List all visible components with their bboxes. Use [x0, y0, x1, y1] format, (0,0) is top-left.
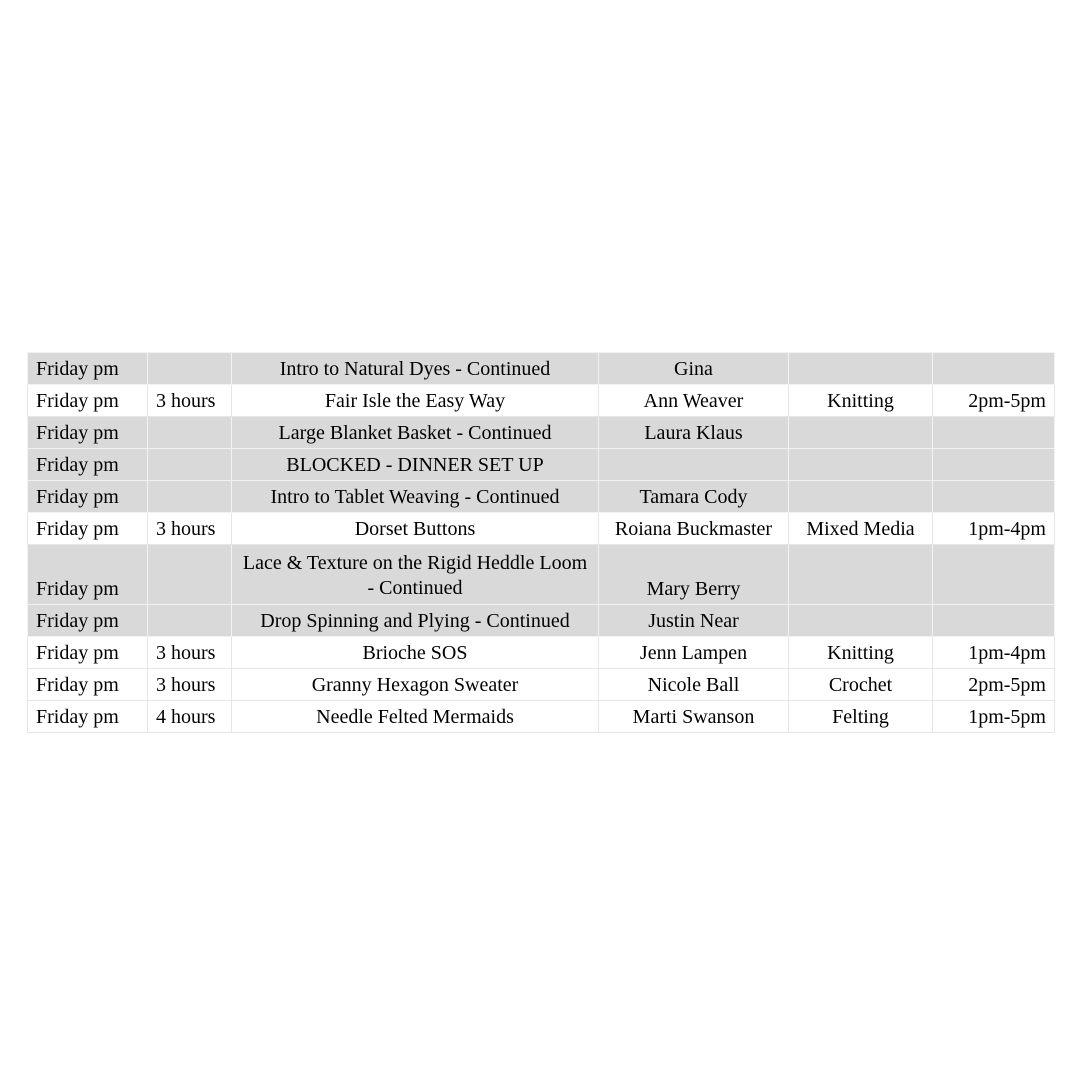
- class-cell: Large Blanket Basket - Continued: [232, 417, 599, 449]
- class-cell: Intro to Tablet Weaving - Continued: [232, 481, 599, 513]
- day-cell: Friday pm: [28, 481, 148, 513]
- category-cell: [789, 605, 933, 637]
- day-cell: Friday pm: [28, 385, 148, 417]
- category-cell: [789, 417, 933, 449]
- class-cell: Fair Isle the Easy Way: [232, 385, 599, 417]
- class-cell: Brioche SOS: [232, 637, 599, 669]
- table-row: [28, 605, 1055, 637]
- time-cell: 2pm-5pm: [933, 669, 1055, 701]
- category-cell: Mixed Media: [789, 513, 933, 545]
- table-row: [28, 385, 1055, 417]
- category-cell: [789, 545, 933, 605]
- time-cell: [933, 481, 1055, 513]
- table-row: [28, 353, 1055, 385]
- duration-cell: [148, 417, 232, 449]
- time-cell: [933, 417, 1055, 449]
- table-row: [28, 449, 1055, 481]
- category-cell: Crochet: [789, 669, 933, 701]
- table-row: [28, 637, 1055, 669]
- time-cell: 1pm-5pm: [933, 701, 1055, 733]
- time-cell: 2pm-5pm: [933, 385, 1055, 417]
- class-cell: Needle Felted Mermaids: [232, 701, 599, 733]
- teacher-cell: Mary Berry: [599, 545, 789, 605]
- time-cell: 1pm-4pm: [933, 513, 1055, 545]
- teacher-cell: Laura Klaus: [599, 417, 789, 449]
- category-cell: Knitting: [789, 637, 933, 669]
- table-row: [28, 417, 1055, 449]
- teacher-cell: Marti Swanson: [599, 701, 789, 733]
- day-cell: Friday pm: [28, 513, 148, 545]
- time-cell: [933, 545, 1055, 605]
- class-cell: BLOCKED - DINNER SET UP: [232, 449, 599, 481]
- duration-cell: 3 hours: [148, 637, 232, 669]
- duration-cell: 4 hours: [148, 701, 232, 733]
- day-cell: Friday pm: [28, 417, 148, 449]
- teacher-cell: Nicole Ball: [599, 669, 789, 701]
- time-cell: [933, 353, 1055, 385]
- teacher-cell: Tamara Cody: [599, 481, 789, 513]
- duration-cell: 3 hours: [148, 513, 232, 545]
- teacher-cell: Justin Near: [599, 605, 789, 637]
- table-row: [28, 669, 1055, 701]
- category-cell: [789, 449, 933, 481]
- class-cell: Intro to Natural Dyes - Continued: [232, 353, 599, 385]
- class-cell: Lace & Texture on the Rigid Heddle Loom - Continued: [232, 545, 599, 605]
- duration-cell: [148, 449, 232, 481]
- day-cell: Friday pm: [28, 449, 148, 481]
- teacher-cell: Jenn Lampen: [599, 637, 789, 669]
- teacher-cell: [599, 449, 789, 481]
- schedule-table: [27, 352, 1055, 733]
- class-cell: Dorset Buttons: [232, 513, 599, 545]
- category-cell: Knitting: [789, 385, 933, 417]
- category-cell: [789, 481, 933, 513]
- duration-cell: 3 hours: [148, 669, 232, 701]
- class-cell: Drop Spinning and Plying - Continued: [232, 605, 599, 637]
- day-cell: Friday pm: [28, 353, 148, 385]
- time-cell: [933, 449, 1055, 481]
- class-cell: Granny Hexagon Sweater: [232, 669, 599, 701]
- time-cell: [933, 605, 1055, 637]
- duration-cell: 3 hours: [148, 385, 232, 417]
- teacher-cell: Ann Weaver: [599, 385, 789, 417]
- day-cell: Friday pm: [28, 669, 148, 701]
- duration-cell: [148, 353, 232, 385]
- table-row: [28, 545, 1055, 605]
- day-cell: Friday pm: [28, 605, 148, 637]
- day-cell: Friday pm: [28, 545, 148, 605]
- time-cell: 1pm-4pm: [933, 637, 1055, 669]
- table-row: [28, 701, 1055, 733]
- table-row: [28, 481, 1055, 513]
- category-cell: Felting: [789, 701, 933, 733]
- category-cell: [789, 353, 933, 385]
- teacher-cell: Gina: [599, 353, 789, 385]
- day-cell: Friday pm: [28, 637, 148, 669]
- teacher-cell: Roiana Buckmaster: [599, 513, 789, 545]
- day-cell: Friday pm: [28, 701, 148, 733]
- table-row: [28, 513, 1055, 545]
- duration-cell: [148, 481, 232, 513]
- duration-cell: [148, 545, 232, 605]
- duration-cell: [148, 605, 232, 637]
